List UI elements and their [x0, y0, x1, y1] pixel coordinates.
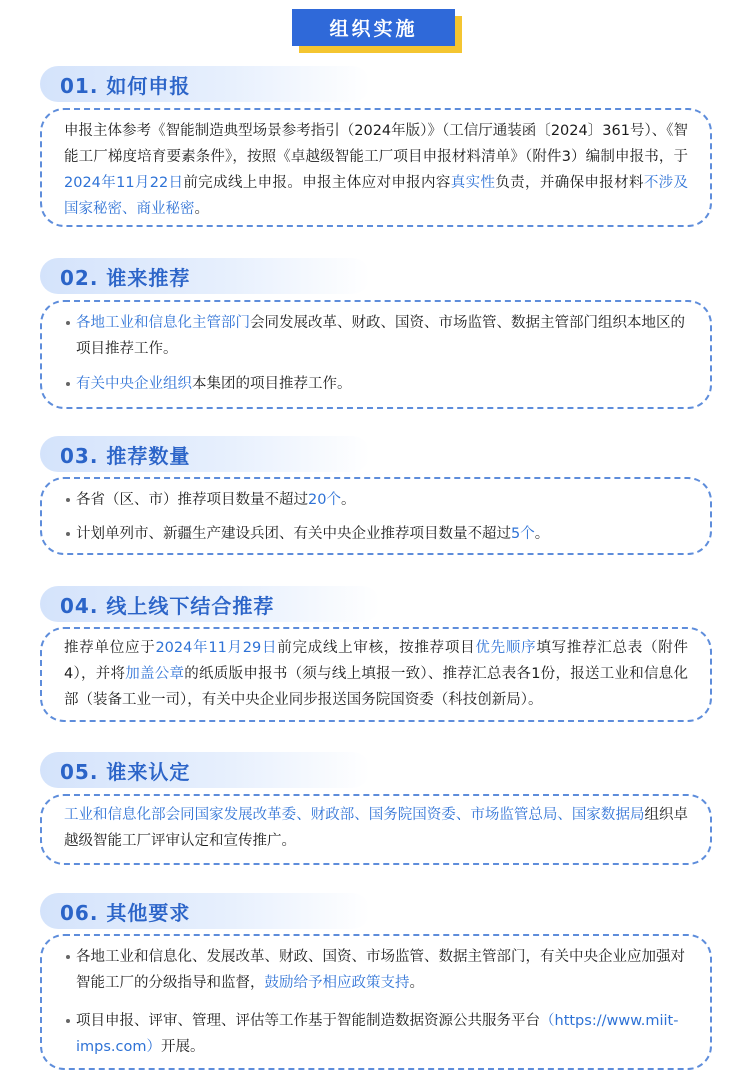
highlight-text: 不涉及国家秘密、商业秘密	[64, 175, 689, 217]
bullet-item	[42, 521, 710, 547]
text-run: 。	[194, 201, 209, 217]
section-heading-how-to-apply: 01. 如何申报	[40, 66, 370, 102]
text-run: 各省（区、市）推荐项目数量不超过	[76, 492, 308, 508]
text-run: 开展。	[161, 1039, 205, 1055]
highlight-text: 鼓励给予相应政策支持	[264, 975, 410, 991]
highlight-text: 有关中央企业组织	[76, 376, 192, 392]
page-title-badge	[292, 9, 462, 53]
section-heading-who-certifies: 05. 谁来认定	[40, 752, 370, 788]
text-run: 项目申报、评审、管理、评估等工作基于智能制造数据资源公共服务平台	[76, 1013, 540, 1029]
text-run: 的纸质版申报书（须与线上填报一致）、推荐汇总表各1份，报送工业和信息化部（装备工业一司），有关中央企业同步报送国务院国资委（科技创新局）。	[64, 666, 688, 708]
section-heading-who-recommends: 02. 谁来推荐	[40, 258, 370, 294]
text-run: 。	[340, 492, 356, 508]
text-run: 组织卓越级智能工厂评审认定和宣传推广。	[64, 807, 689, 849]
text-run: 。	[409, 975, 424, 991]
page-title: 组织实施	[292, 9, 455, 46]
platform-url-link[interactable]: （https://www.miit-imps.com）	[76, 1013, 679, 1055]
section-box-who-certifies	[40, 794, 712, 865]
section-box-online-offline	[40, 627, 712, 722]
section-box-how-to-apply	[40, 108, 712, 227]
bullet-item	[42, 944, 710, 996]
section-box-who-recommends	[40, 300, 712, 409]
text-run: 本集团的项目推荐工作。	[192, 376, 352, 392]
highlight-text: 真实性	[450, 175, 496, 191]
section-heading-online-offline: 04. 线上线下结合推荐	[40, 586, 380, 622]
deadline-highlight: 2024年11月29日	[155, 640, 278, 656]
text-run: 各地工业和信息化、发展改革、财政、国资、市场监管、数据主管部门，有关中央企业应加强对智能工厂的分级指导和监督，	[76, 949, 685, 991]
section-box-other-requirements	[40, 934, 712, 1070]
section-paragraph	[42, 635, 710, 713]
highlight-text: 工业和信息化部会同国家发展改革委、财政部、国务院国资委、市场监管总局、国家数据局	[64, 807, 645, 823]
text-run: 负责，并确保申报材料	[495, 175, 644, 191]
text-run: 。	[534, 526, 550, 542]
highlight-text: 各地工业和信息化主管部门	[76, 315, 250, 331]
bullet-item	[42, 310, 710, 362]
deadline-highlight: 2024年11月22日	[64, 175, 184, 191]
bullet-item	[42, 371, 710, 397]
section-heading-other-requirements: 06. 其他要求	[40, 893, 370, 929]
section-box-quantity	[40, 477, 712, 555]
quantity-highlight: 5个	[511, 526, 535, 542]
text-run: 填写推荐汇总表（附件4），并将	[64, 640, 689, 682]
section-heading-quantity: 03. 推荐数量	[40, 436, 370, 472]
text-run: 会同发展改革、财政、国资、市场监管、数据主管部门组织本地区的项目推荐工作。	[76, 315, 685, 357]
bullet-item	[42, 1008, 710, 1060]
text-run: 推荐单位应于	[64, 640, 156, 656]
text-run: 前完成线上审核，按推荐项目	[277, 640, 476, 656]
text-run: 计划单列市、新疆生产建设兵团、有关中央企业推荐项目数量不超过	[76, 526, 511, 542]
highlight-text: 优先顺序	[475, 640, 537, 656]
section-paragraph	[42, 802, 710, 854]
bullet-item	[42, 487, 710, 513]
text-run: 申报主体参考《智能制造典型场景参考指引（2024年版）》（工信厅通装函〔2024〕361号）、《智能工厂梯度培育要素条件》，按照《卓越级智能工厂项目申报材料清单》（附件3）编制申报书，于	[64, 123, 688, 165]
section-paragraph	[42, 118, 710, 222]
quantity-highlight: 20个	[308, 492, 341, 508]
text-run: 前完成线上申报。申报主体应对申报内容	[183, 175, 451, 191]
highlight-text: 加盖公章	[125, 666, 185, 682]
